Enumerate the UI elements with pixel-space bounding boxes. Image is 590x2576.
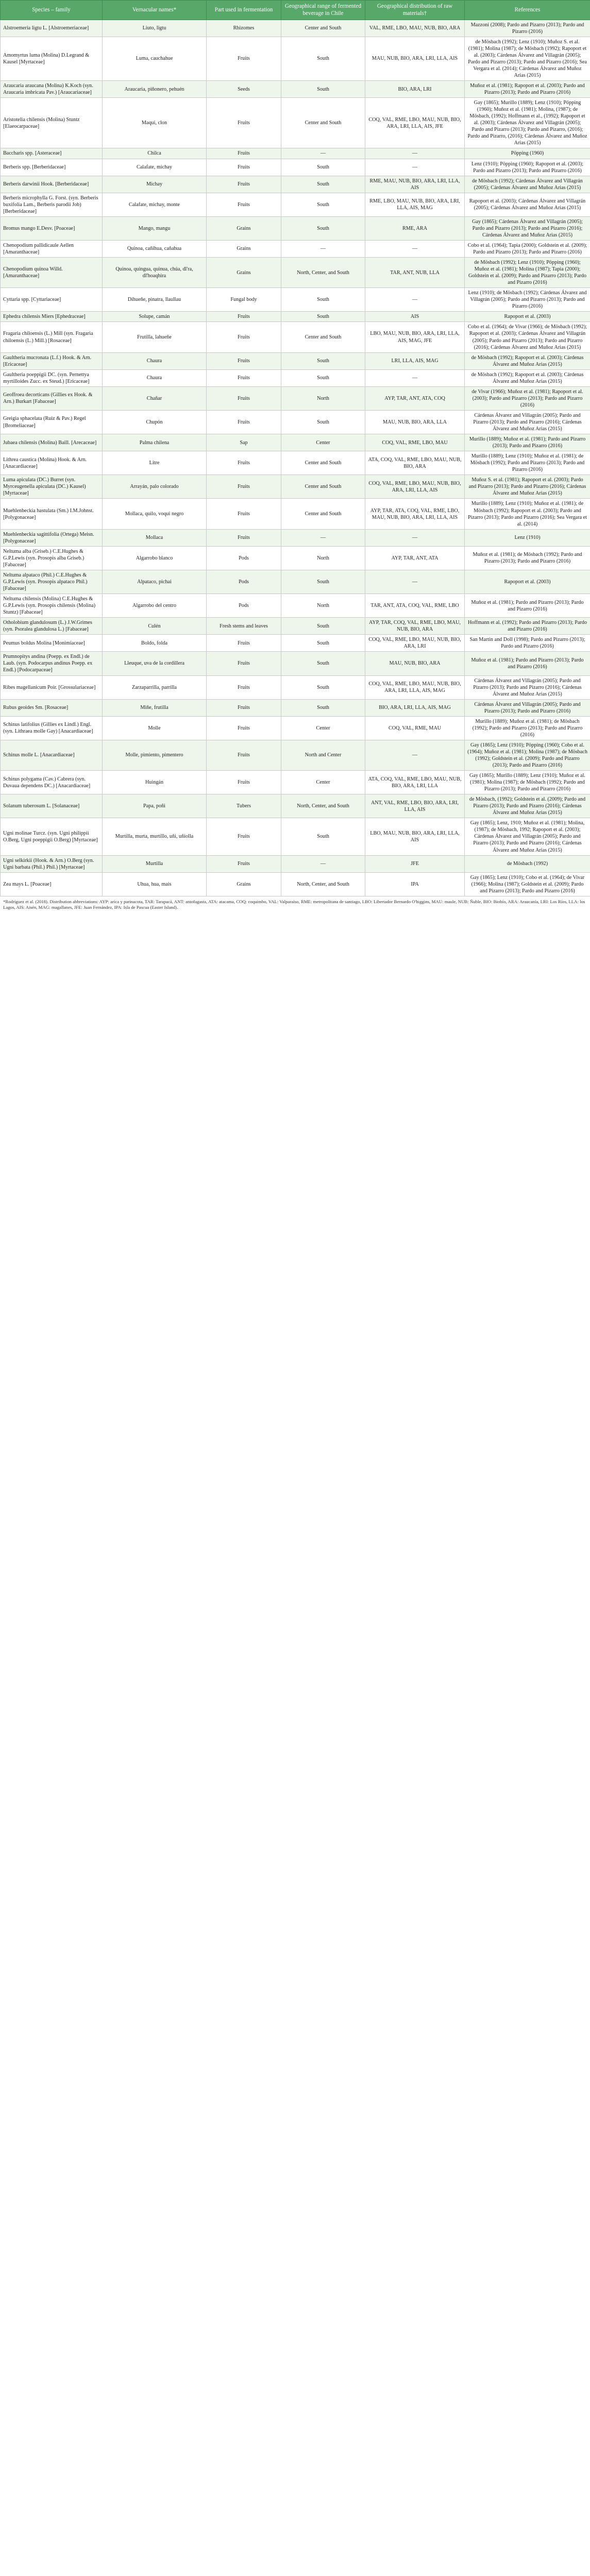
- cell-range: —: [281, 855, 365, 872]
- cell-range: South: [281, 699, 365, 716]
- cell-references: Gay (1865); Murillo (1889); Lenz (1910); Muñoz et al. (1981); Molina (1987); de Mösbach (1992); Pardo and Pizarro (2013); Pardo and Pizarro (2016): [465, 771, 590, 794]
- cell-range: Center: [281, 771, 365, 794]
- cell-references: Cobo et al. (1964); de Vivar (1966); de Mösbach (1992); Rapoport et al. (2003); Cárdenas Álvarez and Villagrán (2005); Pardo and Pizarro (2013); Pardo and Pizarro (2016); Cárdenas Álvarez and Muñoz Arias (2015): [465, 322, 590, 352]
- cell-range: South: [281, 352, 365, 369]
- cell-references: Cárdenas Álvarez and Villagrán (2005); Pardo and Pizarro (2013); Pardo and Pizarro (2016); Cárdenas Álvarez and Muñoz Arias (2015): [465, 410, 590, 434]
- cell-references: de Mösbach (1992); Cárdenas Álvarez and Villagrán (2005); Cárdenas Álvarez and Muñoz Arias (2015): [465, 176, 590, 193]
- cell-vernacular: Chaura: [103, 369, 207, 386]
- cell-distribution: VAL, RME, LBO, MAU, NUB, BIO, ARA: [365, 20, 465, 37]
- cell-part-used: Fruits: [207, 475, 281, 499]
- cell-range: South: [281, 818, 365, 855]
- cell-distribution: AYP, TAR, ATA, COQ, VAL, RME, LBO, MAU, NUB, BIO, ARA, LRI, LLA, AIS: [365, 499, 465, 529]
- cell-references: Pöpping (1960): [465, 148, 590, 159]
- cell-distribution: —: [365, 288, 465, 312]
- table-row: [1, 148, 590, 159]
- cell-references: de Vivar (1966); Muñoz et al. (1981); Rapoport et al. (2003); Pardo and Pizarro (2013); Pardo and Pizarro (2016): [465, 386, 590, 410]
- cell-vernacular: Luma, cauchahue: [103, 37, 207, 80]
- cell-references: Rapoport et al. (2003): [465, 312, 590, 322]
- cell-range: South: [281, 635, 365, 652]
- cell-part-used: Fruits: [207, 410, 281, 434]
- cell-distribution: COQ, VAL, RME, LBO, MAU, NUB, BIO, ARA, LRI, LLA, AIS, JFE: [365, 98, 465, 148]
- cell-references: Gay (1865); Lenz (1910); Cobo et al. (1964); de Vivar (1966); Molina (1987); Goldstein et al. (2009); Pardo and Pizarro (2013); Pardo and Pizarro (2016): [465, 872, 590, 896]
- cell-vernacular: Arrayán, palo colorado: [103, 475, 207, 499]
- cell-distribution: AYP, TAR, ANT, ATA, COQ: [365, 386, 465, 410]
- cell-distribution: IPA: [365, 872, 465, 896]
- cell-part-used: Tubers: [207, 794, 281, 818]
- cell-vernacular: Palma chilena: [103, 434, 207, 451]
- table-row: [1, 716, 590, 740]
- cell-references: de Mösbach (1992); Rapoport et al. (2003); Cárdenas Álvarez and Muñoz Arias (2015): [465, 352, 590, 369]
- cell-species: Peumus boldus Molina [Monimiaceae]: [1, 635, 103, 652]
- cell-references: Cárdenas Álvarez and Villagrán (2005); Pardo and Pizarro (2013); Pardo and Pizarro (2016): [465, 699, 590, 716]
- cell-part-used: Sap: [207, 434, 281, 451]
- cell-references: Murillo (1889); Muñoz et al. (1981); Pardo and Pizarro (2013); Pardo and Pizarro (2016): [465, 434, 590, 451]
- table-row: [1, 794, 590, 818]
- cell-distribution: ANT, VAL, RME, LBO, BIO, ARA, LRI, LLA, AIS: [365, 794, 465, 818]
- cell-vernacular: Liuto, ligtu: [103, 20, 207, 37]
- table-row: [1, 369, 590, 386]
- cell-species: Ephedra chilensis Miers [Ephedraceae]: [1, 312, 103, 322]
- cell-part-used: Fruits: [207, 148, 281, 159]
- cell-species: Fragaria chiloensis (L.) Mill (syn. Fragaria chiloensis (L.) Mill.) [Rosaceae]: [1, 322, 103, 352]
- cell-species: Solanum tuberosum L. [Solanaceae]: [1, 794, 103, 818]
- cell-part-used: Fruits: [207, 855, 281, 872]
- header-geographical-range: Geographical range of fermented beverage in Chile: [281, 1, 365, 20]
- cell-species: Chenopodium pallidicaule Aellen [Amaranthaceae]: [1, 240, 103, 257]
- cell-range: Center and South: [281, 451, 365, 475]
- cell-species: Schinus polygama (Cav.) Cabrera (syn. Duvaua dependens DC.) [Anacardiaceae]: [1, 771, 103, 794]
- cell-species: Schinus latifolius (Gillies ex Lindl.) Engl. (syn. Lithraea molle Gay) [Anacardiaceae]: [1, 716, 103, 740]
- header-part-used: Part used in fermentation: [207, 1, 281, 20]
- table-row: [1, 451, 590, 475]
- cell-species: Berberis spp. [Berberidaceae]: [1, 159, 103, 176]
- cell-distribution: —: [365, 529, 465, 546]
- cell-part-used: Fungal body: [207, 288, 281, 312]
- cell-range: South: [281, 81, 365, 98]
- cell-references: Muñoz S. et al. (1981); Rapoport et al. (2003); Pardo and Pizarro (2013); Pardo and Pizarro (2016); Cárdenas Álvarez and Muñoz Arias (2015): [465, 475, 590, 499]
- cell-species: Bromus mango E.Desv. [Poaceae]: [1, 216, 103, 240]
- cell-part-used: Fruits: [207, 322, 281, 352]
- cell-references: de Mösbach (1992): [465, 855, 590, 872]
- cell-species: Gaultheria mucronata (L.f.) Hook. & Arn. [Ericaceae]: [1, 352, 103, 369]
- table-row: [1, 352, 590, 369]
- cell-species: Gaultheria poeppigii DC. (syn. Pernettya myrtilloides Zucc. ex Steud.) [Ericaceae]: [1, 369, 103, 386]
- cell-distribution: TAR, ANT, NUB, LLA: [365, 258, 465, 288]
- cell-species: Chenopodium quinoa Willd. [Amaranthaceae]: [1, 258, 103, 288]
- cell-part-used: Pods: [207, 570, 281, 594]
- table-row: [1, 81, 590, 98]
- cell-part-used: Fruits: [207, 818, 281, 855]
- header-distribution: Geographical distribution of raw materials†: [365, 1, 465, 20]
- cell-distribution: —: [365, 240, 465, 257]
- cell-part-used: Fruits: [207, 369, 281, 386]
- cell-vernacular: Algarrobo del centro: [103, 594, 207, 618]
- cell-distribution: MAU, NUB, BIO, ARA: [365, 652, 465, 675]
- cell-part-used: Fruits: [207, 176, 281, 193]
- cell-vernacular: Lleuque, uva de la cordillera: [103, 652, 207, 675]
- cell-range: South: [281, 570, 365, 594]
- table-row: [1, 594, 590, 618]
- cell-range: North: [281, 386, 365, 410]
- table-row: [1, 740, 590, 770]
- cell-references: Muñoz et al. (1981); Pardo and Pizarro (2013); Pardo and Pizarro (2016): [465, 594, 590, 618]
- table-row: [1, 216, 590, 240]
- cell-species: Amomyrtus luma (Molina) D.Legrand & Kausel [Myrtaceae]: [1, 37, 103, 80]
- cell-references: de Mösbach (1992); Rapoport et al. (2003); Cárdenas Álvarez and Muñoz Arias (2015): [465, 369, 590, 386]
- table-row: [1, 240, 590, 257]
- cell-range: North, Center, and South: [281, 794, 365, 818]
- cell-references: Murillo (1889); Lenz (1910); Muñoz et al. (1981); de Mösbach (1992); Pardo and Pizarro (2013); Pardo and Pizarro (2016): [465, 451, 590, 475]
- table-row: [1, 159, 590, 176]
- cell-references: Lenz (1910); Pöpping (1960); Rapoport et al. (2003); Pardo and Pizarro (2013); Pardo and Pizarro (2016): [465, 159, 590, 176]
- table-row: [1, 288, 590, 312]
- cell-species: Baccharis spp. [Asteraceae]: [1, 148, 103, 159]
- cell-range: South: [281, 618, 365, 635]
- cell-distribution: LRI, LLA, AIS, MAG: [365, 352, 465, 369]
- table-row: [1, 652, 590, 675]
- cell-vernacular: Papa, poñi: [103, 794, 207, 818]
- cell-references: de Mösbach, (1992); Goldstein et al. (2009); Pardo and Pizarro (2013); Pardo and Pizarro (2016); Cárdenas Álvarez and Muñoz Arias (2015): [465, 794, 590, 818]
- cell-references: Hoffmann et al. (1992); Pardo and Pizarro (2013); Pardo and Pizarro (2016): [465, 618, 590, 635]
- cell-vernacular: Quinoa, cañihua, cañahua: [103, 240, 207, 257]
- table-row: [1, 410, 590, 434]
- table-row: [1, 855, 590, 872]
- cell-references: Rapoport et al. (2003); Cárdenas Álvarez and Villagrán (2005); Cárdenas Álvarez and Muñoz Arias (2015): [465, 193, 590, 216]
- cell-range: South: [281, 37, 365, 80]
- cell-range: North: [281, 546, 365, 570]
- cell-part-used: Fruits: [207, 193, 281, 216]
- table-row: [1, 176, 590, 193]
- cell-distribution: COQ, VAL, RME, LBO, MAU, NUB, BIO, ARA, LRI, LLA, AIS, MAG: [365, 675, 465, 699]
- cell-distribution: MAU, NUB, BIO, ARA, LRI, LLA, AIS: [365, 37, 465, 80]
- cell-part-used: Seeds: [207, 81, 281, 98]
- cell-part-used: Fruits: [207, 451, 281, 475]
- cell-vernacular: Calafate, michay: [103, 159, 207, 176]
- cell-range: North and Center: [281, 740, 365, 770]
- table-row: [1, 312, 590, 322]
- cell-references: Gay (1865); Murillo (1889); Lenz (1910); Pöpping (1960); Muñoz et al. (1981); Molina, (1987); de Mösbach, (1992); Hoffmann et al., (1992); Rapoport et al. (2003); Cárdenas Álvarez and Villagrán (2005); Pardo and Pizarro (2013); Pardo and Pizarro, (2016); Pardo and Pizarro, (2016); Cárdenas Álvarez and Muñoz Arias (2015): [465, 98, 590, 148]
- cell-part-used: Fruits: [207, 699, 281, 716]
- cell-part-used: Grains: [207, 258, 281, 288]
- cell-species: Greigia sphacelata (Ruiz & Pav.) Regel [Bromeliaceae]: [1, 410, 103, 434]
- cell-range: Center: [281, 716, 365, 740]
- footnote-text: *Rodríguez et al. (2018). Distribution abbreviations: AYP: arica y parinacota, TAR: Tarapacá, ANT: antofagasta, ATA: atacama, COQ: coquimbo, VAL: Valparaíso, RME: metropolitana de santiago, LBO: Libertador Bernardo O'higgins, MAU: maule, NUB: Ñuble, BIO: Biobío, ARA: Araucanía, LRI: Los Ríos, LLA: los Lagos, AIS: Aisén, MAG: magallanes, JFE: Juan Fernández, IPA: Isla de Pascua (Easter Island).: [3, 899, 585, 910]
- cell-range: South: [281, 216, 365, 240]
- cell-part-used: Fruits: [207, 652, 281, 675]
- cell-part-used: Fruits: [207, 312, 281, 322]
- cell-distribution: —: [365, 369, 465, 386]
- table-row: [1, 546, 590, 570]
- cell-range: North, Center, and South: [281, 258, 365, 288]
- cell-distribution: COQ, VAL, RME, LBO, MAU, NUB, BIO, ARA, LRI: [365, 635, 465, 652]
- table-row: [1, 475, 590, 499]
- cell-range: Center and South: [281, 475, 365, 499]
- cell-distribution: —: [365, 148, 465, 159]
- cell-species: Neltuma alpataco (Phil.) C.E.Hughes & G.P.Lewis (syn. Prosopis alpataco Phil.) [Fabaceae]: [1, 570, 103, 594]
- cell-part-used: Grains: [207, 216, 281, 240]
- cell-references: Murillo (1889); Lenz (1910); Muñoz et al. (1981); de Mösbach (1992); Rapoport et al. (2003); Pardo and Pizarro (2013); Pardo and Pizarro (2016); Sea Vergara et al. (2014): [465, 499, 590, 529]
- cell-distribution: BIO, ARA, LRI, LLA, AIS, MAG: [365, 699, 465, 716]
- cell-distribution: MAU, NUB, BIO, ARA, LLA: [365, 410, 465, 434]
- table-row: [1, 98, 590, 148]
- cell-vernacular: Murtilla: [103, 855, 207, 872]
- table-row: [1, 499, 590, 529]
- cell-part-used: Fruits: [207, 352, 281, 369]
- cell-range: —: [281, 148, 365, 159]
- table-row: [1, 570, 590, 594]
- cell-distribution: COQ, VAL, RME, MAU: [365, 716, 465, 740]
- cell-references: Rapoport et al. (2003): [465, 570, 590, 594]
- cell-vernacular: Quinoa, quingua, quinua, chúa, dl'ra, dl'hoaqhira: [103, 258, 207, 288]
- cell-distribution: RME, MAU, NUB, BIO, ARA, LRI, LLA, AIS: [365, 176, 465, 193]
- cell-vernacular: Chilca: [103, 148, 207, 159]
- cell-species: Muehlenbeckia hastulata (Sm.) I.M.Johnst. [Polygonaceae]: [1, 499, 103, 529]
- table-row: [1, 818, 590, 855]
- cell-part-used: Fruits: [207, 675, 281, 699]
- cell-references: San Martin and Doll (1998); Pardo and Pizarro (2013); Pardo and Pizarro (2016): [465, 635, 590, 652]
- cell-vernacular: Dihueñe, pinatra, llaullau: [103, 288, 207, 312]
- cell-species: Geoffroea decorticans (Gillies ex Hook. & Arn.) Burkart [Fabaceae]: [1, 386, 103, 410]
- cell-species: Berberis microphylla G. Forst. (syn. Berberis buxifolia Lam., Berberis parodii Job) [Berberidaceae]: [1, 193, 103, 216]
- cell-references: Cárdenas Álvarez and Villagrán (2005); Pardo and Pizarro (2013); Pardo and Pizarro (2016); Cárdenas Álvarez and Muñoz Arias (2015): [465, 675, 590, 699]
- cell-vernacular: Mollaca: [103, 529, 207, 546]
- cell-references: Muñoz et al. (1981); Rapoport et al. (2003); Pardo and Pizarro (2013); Pardo and Pizarro (2016): [465, 81, 590, 98]
- cell-distribution: BIO, ARA, LRI: [365, 81, 465, 98]
- header-vernacular: Vernacular names*: [103, 1, 207, 20]
- table-header: [1, 1, 590, 20]
- cell-range: Center: [281, 434, 365, 451]
- cell-part-used: Rhizomes: [207, 20, 281, 37]
- cell-range: —: [281, 240, 365, 257]
- cell-vernacular: Huingán: [103, 771, 207, 794]
- cell-species: Cyttaria spp. [Cyttariaceae]: [1, 288, 103, 312]
- cell-part-used: Grains: [207, 872, 281, 896]
- cell-part-used: Pods: [207, 546, 281, 570]
- cell-vernacular: Chañar: [103, 386, 207, 410]
- cell-part-used: Fruits: [207, 37, 281, 80]
- cell-distribution: LBO, MAU, NUB, BIO, ARA, LRI, LLA, AIS, MAG, JFE: [365, 322, 465, 352]
- cell-distribution: RME, LBO, MAU, NUB, BIO, ARA, LRI, LLA, AIS, MAG: [365, 193, 465, 216]
- table-body: [1, 20, 590, 896]
- cell-species: Rubus geoides Sm. [Rosaceae]: [1, 699, 103, 716]
- cell-part-used: Fresh stems and leaves: [207, 618, 281, 635]
- cell-range: South: [281, 652, 365, 675]
- table-row: [1, 322, 590, 352]
- cell-distribution: TAR, ANT, ATA, COQ, VAL, RME, LBO: [365, 594, 465, 618]
- cell-distribution: ATA, COQ, VAL, RME, LBO, MAU, NUB, BIO, ARA: [365, 451, 465, 475]
- cell-distribution: COQ, VAL, RME, LBO, MAU, NUB, BIO, ARA, LRI, LLA, AIS: [365, 475, 465, 499]
- cell-references: de Mösbach (1992); Lenz (1910); Muñoz S. et al. (1981); Molina (1987); de Mösbach (1992); Rapoport et al. (2003); Cárdenas Álvarez and Villagrán (2005); Pardo and Pizarro (2013); Pardo and Pizarro (2016); Sea Vergara et al. (2014); Cárdenas Álvarez and Muñoz Arias (2015): [465, 37, 590, 80]
- cell-range: Center and South: [281, 20, 365, 37]
- cell-species: Prumnopitys andina (Poepp. ex Endl.) de Laub. (syn. Podocarpus andinus Poepp. ex Endl.) [Podocarpaceae]: [1, 652, 103, 675]
- cell-range: South: [281, 312, 365, 322]
- cell-vernacular: Chaura: [103, 352, 207, 369]
- cell-distribution: COQ, VAL, RME, LBO, MAU: [365, 434, 465, 451]
- cell-range: North, Center, and South: [281, 872, 365, 896]
- cell-vernacular: Molle: [103, 716, 207, 740]
- cell-vernacular: Molle, pimiento, pimentero: [103, 740, 207, 770]
- cell-part-used: Fruits: [207, 159, 281, 176]
- cell-vernacular: Araucaria, piñonero, pehuén: [103, 81, 207, 98]
- cell-vernacular: Zarzaparrilla, parrilla: [103, 675, 207, 699]
- cell-vernacular: Murtilla, murta, murtillo, uñi, uñiolla: [103, 818, 207, 855]
- cell-range: South: [281, 369, 365, 386]
- cell-species: Alstroemeria ligtu L. [Alstroemeriaceae]: [1, 20, 103, 37]
- cell-distribution: LBO, MAU, NUB, BIO, ARA, LRI, LLA, AIS: [365, 818, 465, 855]
- cell-references: de Mösbach (1992); Lenz (1910); Pöpping (1960); Muñoz et al. (1981); Molina (1987); Tapia (2000); Goldstein et al. (2009); Pardo and Pizarro (2013); Pardo and Pizarro (2016): [465, 258, 590, 288]
- cell-part-used: Fruits: [207, 635, 281, 652]
- header-species: Species – family: [1, 1, 103, 20]
- cell-part-used: Fruits: [207, 771, 281, 794]
- cell-part-used: Fruits: [207, 529, 281, 546]
- cell-distribution: AYP, TAR, COQ, VAL, RME, LBO, MAU, NUB, BIO, ARA: [365, 618, 465, 635]
- cell-species: Otholobium glandulosum (L.) J.W.Grimes (syn. Psoralea glandulosa L.) [Fabaceae]: [1, 618, 103, 635]
- cell-range: South: [281, 193, 365, 216]
- cell-range: South: [281, 176, 365, 193]
- cell-range: North: [281, 594, 365, 618]
- fermentation-species-table: [0, 0, 590, 896]
- cell-species: Neltuma alba (Griseb.) C.E.Hughes & G.P.Lewis (syn. Prosopis alba Griseb.) [Fabaceae]: [1, 546, 103, 570]
- cell-part-used: Grains: [207, 240, 281, 257]
- cell-references: Muñoz et al. (1981); Pardo and Pizarro (2013); Pardo and Pizarro (2016): [465, 652, 590, 675]
- cell-distribution: AIS: [365, 312, 465, 322]
- table-row: [1, 193, 590, 216]
- cell-species: Schinus molle L. [Anacardiaceae]: [1, 740, 103, 770]
- cell-references: Mazzoni (2008); Pardo and Pizarro (2013); Pardo and Pizarro (2016): [465, 20, 590, 37]
- table-row: [1, 258, 590, 288]
- cell-vernacular: Calafate, michay, monte: [103, 193, 207, 216]
- table-row: [1, 386, 590, 410]
- cell-references: Gay (1865); Cárdenas Álvarez and Villagrán (2005); Pardo and Pizarro (2013); Pardo and Pizarro (2016); Cárdenas Álvarez and Muñoz Arias (2015): [465, 216, 590, 240]
- cell-part-used: Fruits: [207, 499, 281, 529]
- header-references: References: [465, 1, 590, 20]
- cell-range: Center and South: [281, 98, 365, 148]
- cell-species: Muehlenbeckia sagittifolia (Ortega) Meisn. [Polygonaceae]: [1, 529, 103, 546]
- cell-distribution: —: [365, 740, 465, 770]
- table-row: [1, 37, 590, 80]
- cell-range: South: [281, 410, 365, 434]
- cell-references: Lenz (1910); de Mösbach (1992); Cárdenas Álvarez and Villagrán (2005); Pardo and Pizarro (2013); Pardo and Pizarro (2016): [465, 288, 590, 312]
- cell-range: Center and South: [281, 322, 365, 352]
- table-row: [1, 635, 590, 652]
- table-row: [1, 699, 590, 716]
- cell-species: Luma apiculata (DC.) Burret (syn. Myrceugenella apiculata (DC.) Kausel) [Myrtaceae]: [1, 475, 103, 499]
- cell-references: Gay (1865); Lenz (1910); Pöpping (1960); Cobo et al. (1964); Muñoz et al. (1981); Molina (1987); de Mösbach (1992); Goldstein et al. (2009); Pardo and Pizarro (2013); Pardo and Pizarro (2016): [465, 740, 590, 770]
- cell-range: South: [281, 675, 365, 699]
- table-row: [1, 618, 590, 635]
- cell-species: Neltuma chilensis (Molina) C.E.Hughes & G.P.Lewis (syn. Prosopis chilensis (Molina) Stuntz) [Fabaceae]: [1, 594, 103, 618]
- cell-vernacular: Michay: [103, 176, 207, 193]
- cell-references: Gay (1865); Lenz, 1910; Muñoz et al. (1981); Molina, (1987); de Mösbach, 1992; Rapoport et al. (2003); Cárdenas Álvarez and Villagrán (2005); Pardo and Pizarro (2013); Pardo and Pizarro (2016); Cárdenas Álvarez and Muñoz Arias (2015): [465, 818, 590, 855]
- cell-vernacular: Alpataco, pichai: [103, 570, 207, 594]
- cell-species: Ugni selkirkii (Hook. & Arn.) O.Berg (syn. Ugni barbata (Phil.) Phil.) [Myrtaceae]: [1, 855, 103, 872]
- cell-species: Zea mays L. [Poaceae]: [1, 872, 103, 896]
- cell-part-used: Fruits: [207, 386, 281, 410]
- cell-range: South: [281, 288, 365, 312]
- cell-part-used: Fruits: [207, 98, 281, 148]
- table-row: [1, 529, 590, 546]
- cell-distribution: RME, ARA: [365, 216, 465, 240]
- cell-vernacular: Mango, mangu: [103, 216, 207, 240]
- cell-distribution: AYP, TAR, ANT, ATA: [365, 546, 465, 570]
- table-row: [1, 20, 590, 37]
- cell-range: —: [281, 529, 365, 546]
- cell-range: South: [281, 159, 365, 176]
- cell-vernacular: Frutilla, lahueñe: [103, 322, 207, 352]
- cell-part-used: Pods: [207, 594, 281, 618]
- table-row: [1, 434, 590, 451]
- header-row: [1, 1, 590, 20]
- cell-vernacular: Litre: [103, 451, 207, 475]
- cell-species: Berberis darwinii Hook. [Berberidaceae]: [1, 176, 103, 193]
- cell-distribution: —: [365, 570, 465, 594]
- cell-vernacular: Solupe, camán: [103, 312, 207, 322]
- cell-range: Center and South: [281, 499, 365, 529]
- cell-vernacular: Miñe, frutilla: [103, 699, 207, 716]
- cell-species: Ribes magellanicum Poir. [Grossulariaceae]: [1, 675, 103, 699]
- cell-references: Muñoz et al. (1981); de Mösbach (1992); Pardo and Pizarro (2013); Pardo and Pizarro (2016): [465, 546, 590, 570]
- table-row: [1, 872, 590, 896]
- table-row: [1, 771, 590, 794]
- cell-species: Araucaria araucana (Molina) K.Koch (syn. Araucaria imbricata Pav.) [Araucariaceae]: [1, 81, 103, 98]
- cell-part-used: Fruits: [207, 716, 281, 740]
- cell-vernacular: Algarrobo blanco: [103, 546, 207, 570]
- cell-vernacular: Mollaca, quilo, voqui negro: [103, 499, 207, 529]
- cell-distribution: —: [365, 159, 465, 176]
- cell-vernacular: Maqui, clon: [103, 98, 207, 148]
- cell-references: Murillo (1889); Muñoz et al. (1981); de Mösbach (1992); Pardo and Pizarro (2013); Pardo and Pizarro (2016): [465, 716, 590, 740]
- table-row: [1, 675, 590, 699]
- cell-references: Cobo et al. (1964); Tapia (2000); Goldstein et al. (2009); Pardo and Pizarro (2013); Pardo and Pizarro (2016): [465, 240, 590, 257]
- cell-vernacular: Chupón: [103, 410, 207, 434]
- cell-species: Ugni molinae Turcz. (syn. Ugni philippii O.Berg, Ugni poeppigii O.Berg) [Myrtaceae]: [1, 818, 103, 855]
- cell-part-used: Fruits: [207, 740, 281, 770]
- cell-distribution: ATA, COQ, VAL, RME, LBO, MAU, NUB, BIO, ARA, LRI, LLA: [365, 771, 465, 794]
- cell-vernacular: Culén: [103, 618, 207, 635]
- cell-vernacular: Boldo, folda: [103, 635, 207, 652]
- table-footnote: [0, 896, 590, 910]
- cell-vernacular: Uhua, hua, mais: [103, 872, 207, 896]
- cell-species: Lithrea caustica (Molina) Hook. & Arn. [Anacardiaceae]: [1, 451, 103, 475]
- cell-species: Jubaea chilensis (Molina) Baill. [Arecaceae]: [1, 434, 103, 451]
- cell-species: Aristotelia chilensis (Molina) Stuntz [Elaeocarpaceae]: [1, 98, 103, 148]
- cell-references: Lenz (1910): [465, 529, 590, 546]
- cell-distribution: JFE: [365, 855, 465, 872]
